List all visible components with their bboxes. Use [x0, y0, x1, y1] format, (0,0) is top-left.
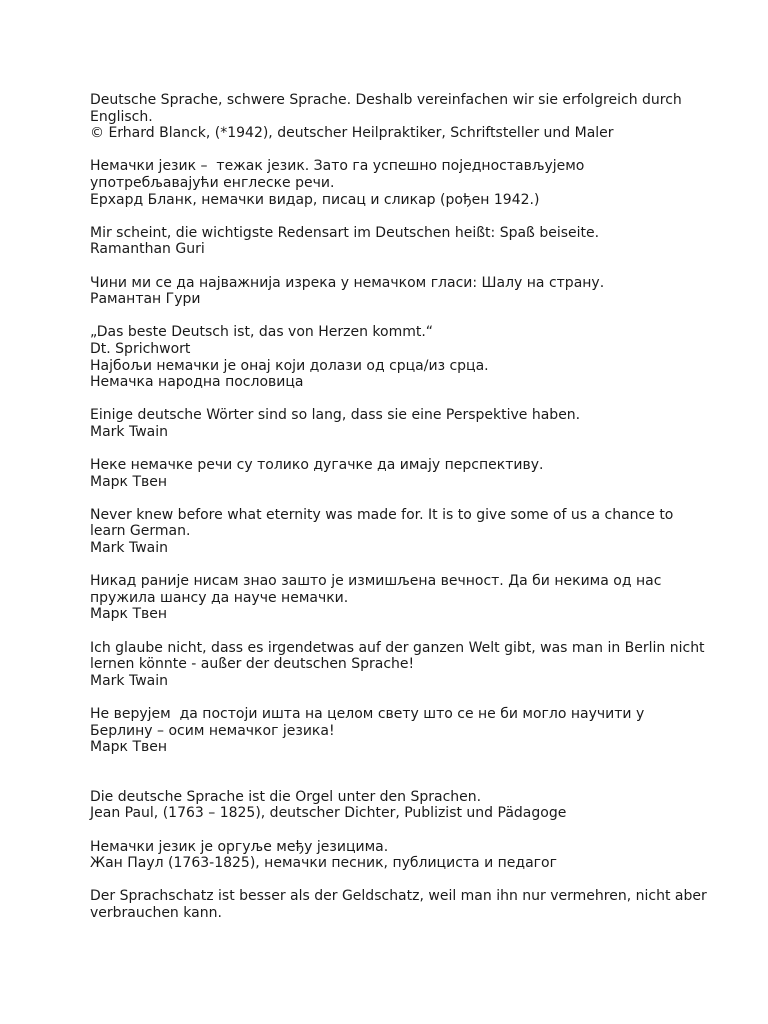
quote-author: Ramanthan Guri — [90, 241, 205, 258]
quote-author-translation: Немачка народна пословица — [90, 374, 304, 391]
quote-text-translation: Најбољи немачки је онај који долази од срца/из срца. — [90, 357, 489, 374]
quote-block-13 — [90, 839, 708, 872]
quote-text: Ich glaube nicht, dass es irgendetwas auf der ganzen Welt gibt, was man in Berlin nicht lernen könnte - außer der deutschen Sprache! — [90, 639, 710, 673]
quote-text: Einige deutsche Wörter sind so lang, dass sie eine Perspektive haben. — [90, 407, 581, 424]
quote-author: Рамантан Гури — [90, 291, 201, 308]
quote-text: Неке немачке речи су толико дугачке да имају перспективу. — [90, 457, 544, 474]
quote-block-10 — [90, 640, 708, 690]
quote-text: Mir scheint, die wichtigste Redensart im Deutschen heißt: Spaß beiseite. — [90, 224, 600, 241]
quote-author: Mark Twain — [90, 672, 168, 689]
quote-block-2 — [90, 158, 708, 208]
quote-author: Jean Paul, (1763 – 1825), deutscher Dichter, Publizist und Pädagoge — [90, 805, 567, 822]
quote-block-12 — [90, 789, 708, 822]
quote-block-11 — [90, 706, 708, 756]
quote-author: Марк Твен — [90, 739, 168, 756]
quote-text: Чини ми се да најважнија изрека у немачком гласи: Шалу на страну. — [90, 274, 605, 291]
quote-block-4 — [90, 275, 708, 308]
quote-text: Не верујем да постоји ишта на целом свету што се не би могло научити у Берлину – осим немачког језика! — [90, 705, 649, 739]
quote-author: © Erhard Blanck, (*1942), deutscher Heilpraktiker, Schriftsteller und Maler — [90, 125, 614, 142]
quote-text: Never knew before what eternity was made for. It is to give some of us a chance to learn German. — [90, 506, 678, 540]
quote-block-1 — [90, 92, 708, 142]
quote-block-7 — [90, 457, 708, 490]
quote-text: „Das beste Deutsch ist, das von Herzen kommt.“ — [90, 324, 434, 341]
quote-text: Der Sprachschatz ist besser als der Geldschatz, weil man ihn nur vermehren, nicht aber verbrauchen kann. — [90, 888, 712, 921]
quote-text: Никад раније нисам знао зашто је измишљена вечност. Да би некима од нас пружила шансу да науче немачки. — [90, 573, 666, 606]
quote-block-8 — [90, 507, 708, 557]
quote-block-3 — [90, 225, 708, 258]
quote-block-9 — [90, 573, 708, 623]
quote-author: Dt. Sprichwort — [90, 340, 191, 357]
quote-text: Deutsche Sprache, schwere Sprache. Deshalb vereinfachen wir sie erfolgreich durch Englisch. — [90, 92, 687, 125]
quote-block-6 — [90, 407, 708, 440]
quote-text: Die deutsche Sprache ist die Orgel unter den Sprachen. — [90, 788, 482, 805]
quote-author: Марк Твен — [90, 606, 168, 623]
quote-author: Марк Твен — [90, 473, 168, 490]
quote-block-14 — [90, 888, 712, 921]
quote-author: Mark Twain — [90, 540, 168, 557]
quote-block-5 — [90, 324, 708, 390]
quote-author: Mark Twain — [90, 423, 168, 440]
quote-author: Ерхард Бланк, немачки видар, писац и сликар (рођен 1942.) — [90, 191, 540, 208]
quote-author: Жан Паул (1763-1825), немачки песник, публициста и педагог — [90, 855, 557, 872]
quote-text: Немачки језик је оргуље међу језицима. — [90, 838, 389, 855]
quote-text: Немачки језик – тежак језик. Зато га успешно поједностављујемо употребљавајући енглеске речи. — [90, 158, 589, 191]
